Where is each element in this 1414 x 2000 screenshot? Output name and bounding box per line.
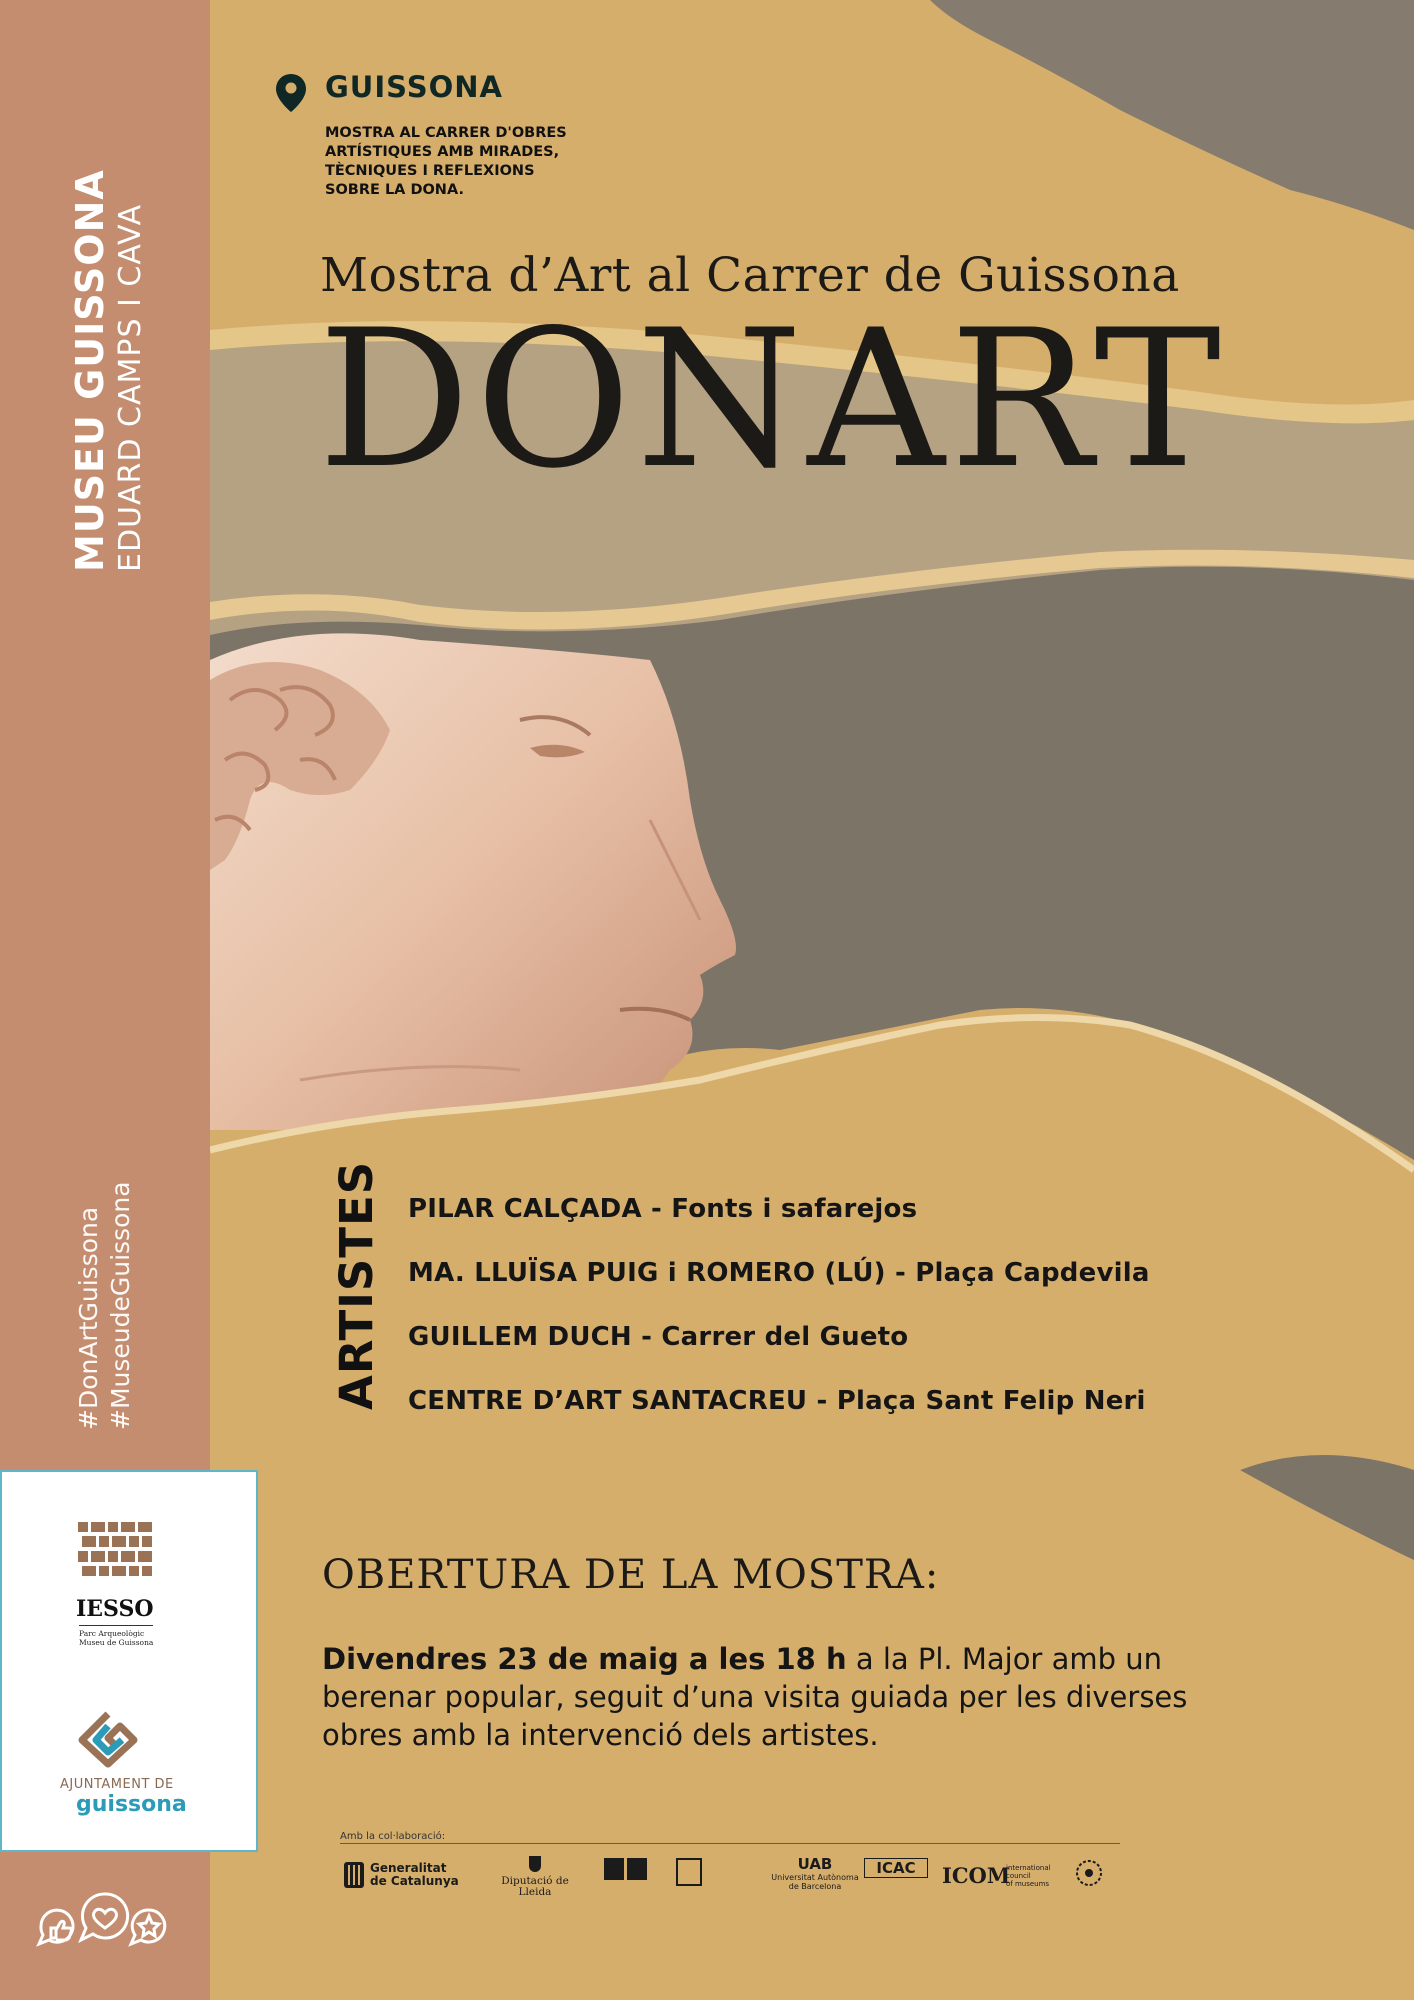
- diputacio-logo: Diputació de Lleida: [484, 1856, 586, 1898]
- poster-subtitle: Mostra d’Art al Carrer de Guissona: [320, 248, 1180, 303]
- thumbs-up-icon: [39, 1910, 73, 1944]
- location-description: MOSTRA AL CARRER D'OBRES ARTÍSTIQUES AMB MIRADES, TÈCNIQUES I REFLEXIONS SOBRE LA DONA.: [325, 125, 567, 198]
- artist-row: PILAR CALÇADA - Fonts i safarejos: [408, 1194, 918, 1224]
- organizer-logos: [0, 1470, 258, 1852]
- museum-name: MUSEU GUISSONA: [68, 169, 112, 572]
- icom-logo: ICOM: [942, 1863, 1011, 1888]
- iesso-name: IESSO: [76, 1596, 154, 1622]
- network-logo-icon: [1074, 1858, 1104, 1888]
- collaboration-divider: [340, 1843, 1120, 1844]
- museum-subtitle: EDUARD CAMPS I CAVA: [113, 203, 148, 572]
- uab-logo: UAB Universitat Autònoma de Barcelona: [771, 1855, 859, 1891]
- hashtag-donart[interactable]: #DonArtGuissona: [74, 1206, 103, 1430]
- iesso-caption: Parc Arqueològic Museu de Guissona: [79, 1625, 153, 1647]
- artist-row: MA. LLUÏSA PUIG i ROMERO (LÚ) - Plaça Capdevila: [408, 1258, 1150, 1288]
- location-name: GUISSONA: [325, 70, 503, 104]
- artist-place: Carrer del Gueto: [661, 1322, 909, 1352]
- stone-texture-bottom: [1240, 1448, 1414, 1561]
- sculpture-head-image: [210, 633, 736, 1130]
- shield-icon: [529, 1856, 541, 1872]
- iesso-logo-mark: [78, 1522, 154, 1578]
- icac-logo: ICAC: [864, 1858, 928, 1878]
- opening-text: Divendres 23 de maig a les 18 h a la Pl. Major amb un berenar popular, seguit d’una visita guiada per les diverses obres amb la intervenció dels artistes.: [322, 1642, 1188, 1752]
- social-icons: [35, 1890, 175, 1960]
- generalitat-logo: Generalitat de Catalunya: [370, 1861, 459, 1888]
- artist-row: CENTRE D’ART SANTACREU - Plaça Sant Felip Neri: [408, 1386, 1146, 1416]
- heart-icon: [81, 1894, 128, 1940]
- collaboration-label: Amb la col·laboració:: [340, 1831, 446, 1842]
- star-icon: [131, 1910, 165, 1944]
- artist-place: Plaça Sant Felip Neri: [836, 1386, 1146, 1416]
- icom-subtitle: international council of museums: [1006, 1864, 1051, 1888]
- artist-row: GUILLEM DUCH - Carrer del Gueto: [408, 1322, 909, 1352]
- hashtag-museu[interactable]: #MuseudeGuissona: [106, 1181, 135, 1430]
- artist-place: Fonts i safarejos: [671, 1194, 918, 1224]
- artists-heading: ARTISTES: [330, 1160, 383, 1410]
- catalan-institute-logo-icon: [676, 1858, 702, 1886]
- opening-heading: OBERTURA DE LA MOSTRA:: [322, 1552, 940, 1598]
- artist-name: CENTRE D’ART SANTACREU: [408, 1386, 808, 1416]
- artist-name: GUILLEM DUCH: [408, 1322, 632, 1352]
- poster-title: DONART: [318, 289, 1227, 510]
- ajuntament-line1: AJUNTAMENT DE: [60, 1777, 174, 1792]
- artist-name: PILAR CALÇADA: [408, 1194, 642, 1224]
- location-pin-icon: [276, 74, 306, 112]
- ajuntament-line2: guissona: [76, 1792, 187, 1817]
- generalitat-logo-icon: [344, 1862, 364, 1888]
- artist-place: Plaça Capdevila: [915, 1258, 1150, 1288]
- institute-logo-icon: [604, 1858, 648, 1884]
- opening-date: Divendres 23 de maig a les 18 h: [322, 1642, 847, 1676]
- ajuntament-logo-mark: [76, 1710, 140, 1768]
- artist-name: MA. LLUÏSA PUIG i ROMERO (LÚ): [408, 1258, 886, 1288]
- stone-texture-top: [930, 0, 1414, 230]
